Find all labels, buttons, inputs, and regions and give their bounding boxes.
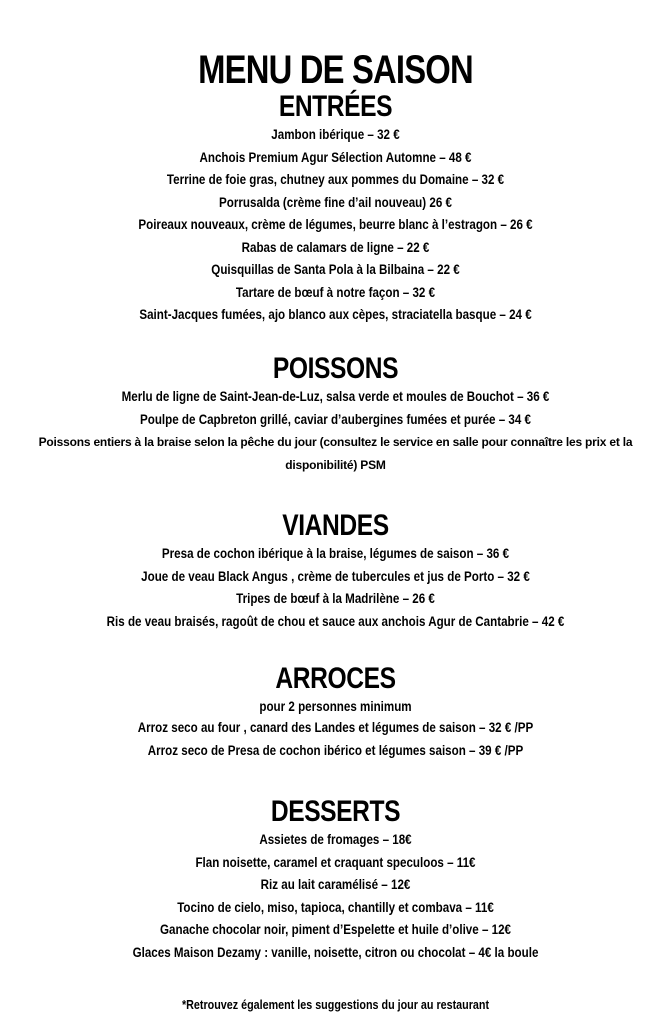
menu-item: Arroz seco au four , canard des Landes et légumes de saison – 32 € /PP (137, 720, 534, 735)
desserts-list (0, 829, 671, 964)
section-title-viandes: VIANDES (282, 509, 389, 542)
menu-item: Poireaux nouveaux, crème de légumes, beurre blanc à l’estragon – 26 € (138, 217, 533, 232)
section-subtitle-arroces: pour 2 personnes minimum (259, 699, 412, 714)
section-title-arroces: ARROCES (275, 662, 396, 695)
menu-item: Saint-Jacques fumées, ajo blanco aux cèpes, straciatella basque – 24 € (139, 307, 532, 322)
menu-item: Poissons entiers à la braise selon la pêche du jour (consultez le service en salle pour connaître les prix et la disponibilité) PSM (38, 435, 633, 472)
menu-item: Presa de cochon ibérique à la braise, légumes de saison – 36 € (161, 546, 510, 561)
menu-item: Quisquillas de Santa Pola à la Bilbaina – 22 € (211, 262, 460, 277)
section-title-desserts: DESSERTS (270, 795, 401, 828)
menu-item: Tocino de cielo, miso, tapioca, chantilly et combava – 11€ (177, 899, 494, 915)
menu-item: Flan noisette, caramel et craquant speculoos – 11€ (195, 854, 476, 870)
menu-item: Anchois Premium Agur Sélection Automne – 48 € (199, 149, 472, 165)
menu-item: Tartare de bœuf à notre façon – 32 € (235, 284, 436, 300)
viandes-list (0, 543, 671, 633)
menu-title: MENU DE SAISON (198, 47, 473, 92)
section-desserts (0, 795, 671, 964)
menu-item: Porrusalda (crème fine d’ail nouveau) 26 € (219, 194, 452, 210)
section-title-entrees: ENTRÉES (278, 90, 393, 123)
menu-item: Poulpe de Capbreton grillé, caviar d’aubergines fumées et purée – 34 € (139, 411, 532, 427)
section-viandes (0, 509, 671, 633)
menu-item: Assietes de fromages – 18€ (259, 832, 412, 847)
menu-item: Arroz seco de Presa de cochon ibérico et légumes saison – 39 € /PP (147, 742, 524, 758)
menu-item: Riz au lait caramélisé – 12€ (260, 877, 411, 892)
section-title-poissons: POISSONS (272, 352, 399, 385)
entrees-list (0, 124, 671, 327)
menu-item: Joue de veau Black Angus , crème de tubercules et jus de Porto – 32 € (141, 568, 530, 584)
menu-item: Glaces Maison Dezamy : vanille, noisette, citron ou chocolat – 4€ la boule (132, 944, 539, 960)
arroces-list (0, 717, 671, 762)
menu-item: Rabas de calamars de ligne – 22 € (241, 239, 430, 255)
poissons-list (0, 386, 671, 476)
section-poissons (0, 352, 671, 476)
menu-item: Ganache chocolar noir, piment d’Espelette et huile d’olive – 12€ (160, 922, 511, 937)
section-arroces (0, 662, 671, 762)
menu-item: Tripes de bœuf à la Madrilène – 26 € (236, 591, 435, 606)
menu-item: Terrine de foie gras, chutney aux pommes du Domaine – 32 € (166, 172, 505, 187)
section-entrees (0, 90, 671, 327)
footnote: *Retrouvez également les suggestions du jour au restaurant (181, 998, 490, 1012)
menu-item: Ris de veau braisés, ragoût de chou et sauce aux anchois Agur de Cantabrie – 42 € (106, 613, 565, 629)
menu-item: Merlu de ligne de Saint-Jean-de-Luz, salsa verde et moules de Bouchot – 36 € (121, 389, 550, 404)
menu-item: Jambon ibérique – 32 € (271, 127, 400, 142)
